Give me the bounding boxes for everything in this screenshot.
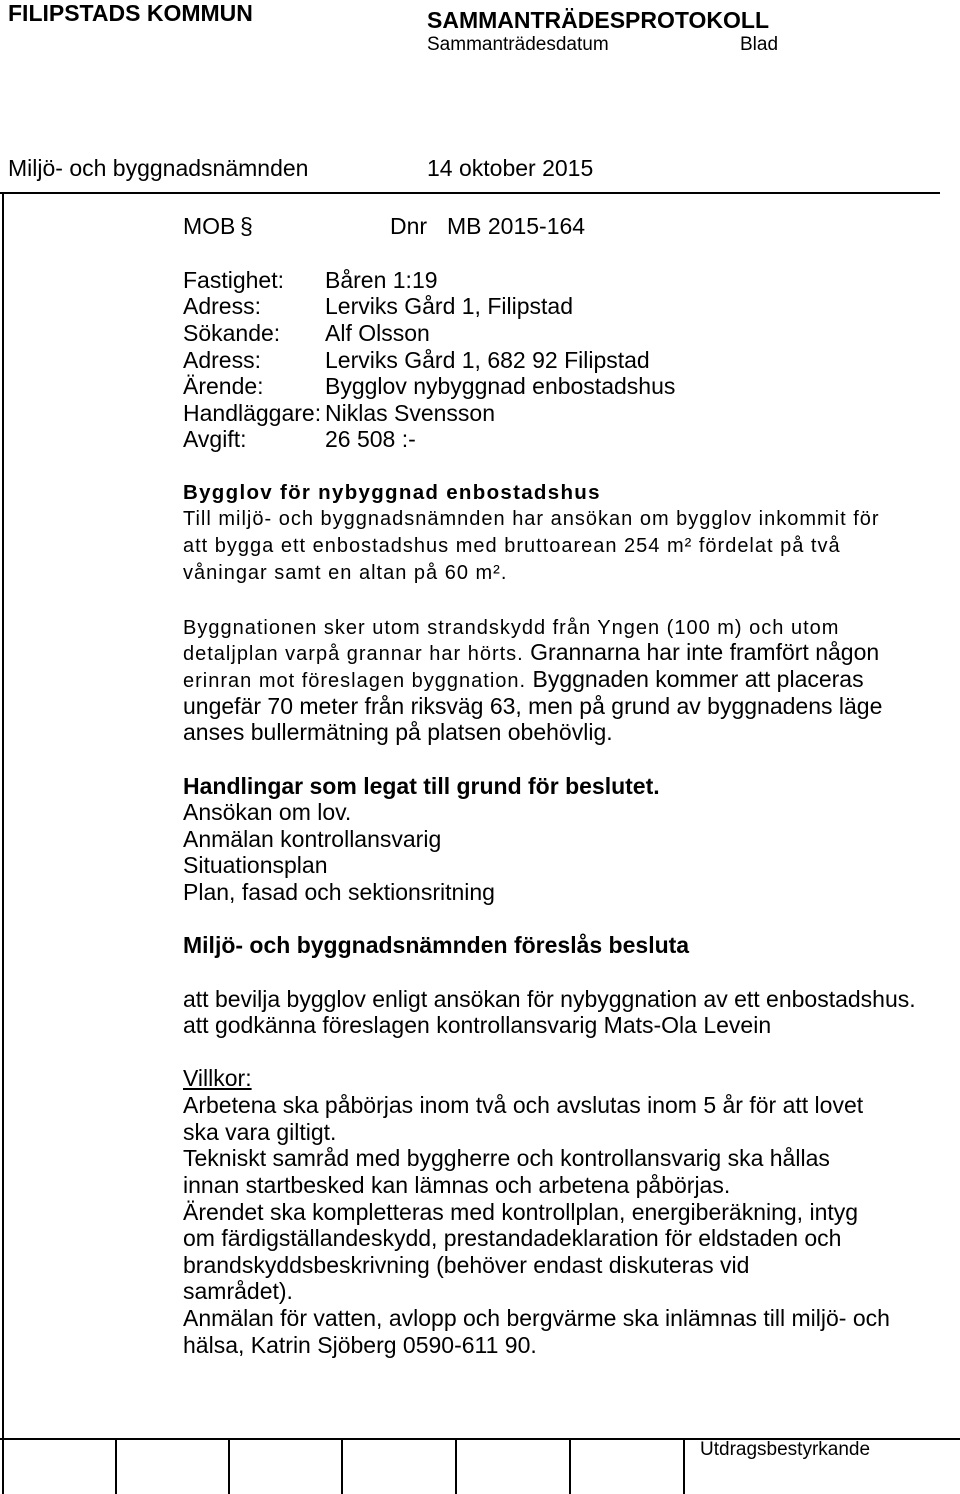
dnr-label: Dnr [390, 213, 428, 240]
signature-cell-divider [341, 1438, 343, 1494]
signature-cell-divider [228, 1438, 230, 1494]
committee-name: Miljö- och byggnadsnämnden [8, 155, 309, 181]
description-section [183, 480, 953, 587]
condition-line: Ärendet ska kompletteras med kontrollplan, energiberäkning, intyg [183, 1198, 859, 1225]
section-title: Villkor: [183, 1065, 252, 1092]
condition-line: ska vara giltigt. [183, 1118, 337, 1145]
fact-row [183, 347, 953, 374]
decision-line: att godkänna föreslagen kontrollansvarig Mats-Ola Levein [183, 1012, 772, 1039]
decision-lines [183, 986, 953, 1039]
paragraph-line [183, 693, 953, 720]
condition-line: innan startbesked kan lämnas och arbetena påbörjas. [183, 1171, 731, 1198]
fact-value: Lerviks Gård 1, Filipstad [325, 293, 573, 320]
meeting-date-label: Sammanträdesdatum [427, 34, 609, 55]
case-facts [183, 267, 953, 453]
signature-cell-divider [683, 1438, 685, 1494]
fact-label: Adress: [183, 293, 261, 320]
paragraph-line: våningar samt en altan på 60 m². [183, 561, 508, 584]
frame-top-rule [0, 192, 940, 194]
documents-section [183, 773, 953, 906]
unit-code: MOB [183, 213, 236, 240]
protocol-body [183, 213, 953, 1358]
condition-line: Anmälan för vatten, avlopp och bergvärme ska inlämnas till miljö- och [183, 1305, 890, 1332]
fact-label: Fastighet: [183, 266, 284, 293]
fact-row [183, 426, 953, 453]
fact-label: Ärende: [183, 373, 264, 400]
condition-line: hälsa, Katrin Sjöberg 0590-611 90. [183, 1331, 537, 1358]
certification-label: Utdragsbestyrkande [700, 1439, 871, 1460]
fact-row [183, 267, 953, 294]
details-paragraph [183, 613, 953, 746]
section-title: Miljö- och byggnadsnämnden föreslås besluta [183, 932, 690, 959]
conditions-section [183, 1065, 953, 1358]
section-title: Bygglov för nybyggnad enbostadshus [183, 480, 601, 504]
paragraph-line: att bygga ett enbostadshus med bruttoarean 254 m² fördelat på två [183, 534, 841, 557]
fact-value: Niklas Svensson [325, 399, 496, 426]
paragraph-segment: Byggnaden kommer att placeras [532, 666, 864, 693]
condition-line: brandskyddsbeskrivning (behöver endast diskuteras vid [183, 1251, 750, 1278]
condition-line: om färdigställandeskydd, prestandadeklaration för eldstaden och [183, 1225, 842, 1252]
paragraph-segment: erinran mot föreslagen byggnation. [183, 670, 527, 693]
fact-value: Lerviks Gård 1, 682 92 Filipstad [325, 346, 650, 373]
fact-row [183, 293, 953, 320]
fact-row [183, 400, 953, 427]
signature-cell-divider [455, 1438, 457, 1494]
case-reference-row [183, 213, 953, 240]
document-type: SAMMANTRÄDESPROTOKOLL [427, 7, 770, 33]
decision-line: att bevilja bygglov enligt ansökan för nybyggnation av ett enbostadshus. [183, 985, 916, 1012]
document-item: Plan, fasad och sektionsritning [183, 879, 495, 906]
condition-line: samrådet). [183, 1278, 293, 1305]
section-title: Handlingar som legat till grund för beslutet. [183, 772, 660, 799]
conditions-title-row [183, 1065, 953, 1092]
fact-label: Sökande: [183, 319, 281, 346]
decision-heading-block [183, 932, 953, 959]
paragraph-line [183, 639, 953, 666]
paragraph-line: Till miljö- och byggnadsnämnden har ansökan om bygglov inkommit för [183, 508, 880, 531]
fact-value: Bygglov nybyggnad enbostadshus [325, 373, 676, 400]
paragraph-segment: detaljplan varpå grannar har hörts. [183, 643, 524, 666]
paragraph-line [183, 613, 953, 640]
paragraph-segment: ungefär 70 meter från riksväg 63, men på grund av byggnadens läge [183, 692, 883, 719]
fact-value: Alf Olsson [325, 319, 430, 346]
municipality-name: FILIPSTADS KOMMUN [8, 0, 253, 26]
fact-row [183, 373, 953, 400]
document-item: Ansökan om lov. [183, 799, 352, 826]
paragraph-sign: § [240, 213, 253, 240]
document-item: Situationsplan [183, 852, 328, 879]
signature-cell-divider [115, 1438, 117, 1494]
dnr-number: MB 2015-164 [447, 213, 586, 240]
page-label: Blad [740, 34, 779, 55]
paragraph-segment: anses bullermätning på platsen obehövlig. [183, 719, 613, 746]
paragraph-line [183, 719, 953, 746]
condition-line: Arbetena ska påbörjas inom två och avslutas inom 5 år för att lovet [183, 1092, 864, 1119]
fact-value: 26 508 :- [325, 426, 416, 453]
fact-value: Båren 1:19 [325, 266, 438, 293]
signature-cell-divider [569, 1438, 571, 1494]
fact-row [183, 320, 953, 347]
document-item: Anmälan kontrollansvarig [183, 825, 442, 852]
fact-label: Avgift: [183, 426, 247, 453]
condition-line: Tekniskt samråd med byggherre och kontrollansvarig ska hållas [183, 1145, 830, 1172]
paragraph-line [183, 666, 953, 693]
frame-left-rule [2, 192, 4, 1494]
meeting-date: 14 oktober 2015 [427, 155, 594, 181]
fact-label: Adress: [183, 346, 261, 373]
paragraph-segment: Grannarna har inte framfört någon [530, 639, 880, 666]
paragraph-segment: Byggnationen sker utom strandskydd från Yngen (100 m) och utom [183, 616, 840, 639]
fact-label: Handläggare: [183, 399, 322, 426]
